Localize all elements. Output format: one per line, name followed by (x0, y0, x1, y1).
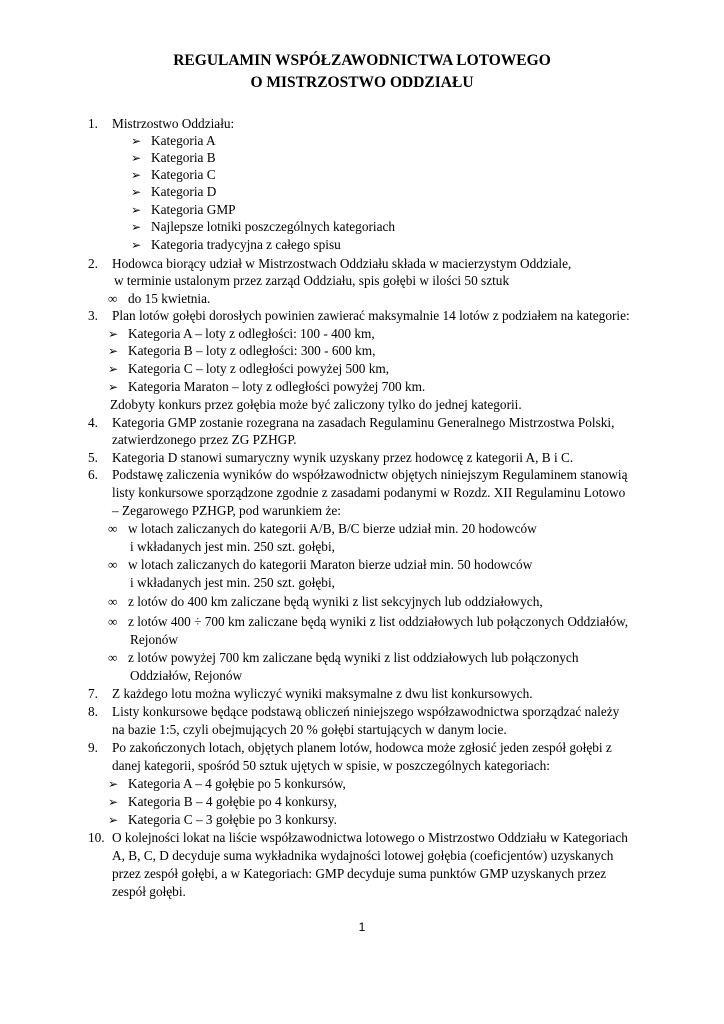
category-item: Kategoria Maraton – loty z odległości powyżej 700 km. (128, 379, 426, 394)
category-item: Kategoria B – loty z odległości: 300 - 600 km, (128, 343, 376, 358)
item-3-note: Zdobyty konkurs przez gołębia może być zaliczony tylko do jednej kategorii. (110, 397, 522, 412)
item-2-line: w terminie ustalonym przez zarząd Oddziału, spis gołębi w ilości 50 sztuk (114, 273, 510, 288)
category-item: Kategoria C – 3 gołębie po 3 konkursy. (128, 812, 337, 827)
item-10-line: przez zespół gołębi, a w Kategoriach: GMP decyduje suma punktów GMP uzyskanych przez (112, 866, 607, 881)
infinity-bullet-icon: ∞ (108, 614, 118, 629)
arrow-bullet-icon: ➢ (108, 777, 119, 791)
item-number: 3. (88, 308, 98, 323)
item-2-line: do 15 kwietnia. (128, 291, 211, 306)
condition-line: z lotów do 400 km zaliczane będą wyniki z list sekcyjnych lub oddziałowych, (128, 594, 543, 609)
arrow-bullet-icon: ➢ (131, 134, 142, 148)
item-8-line: na bazie 1:5, czyli obejmujących 20 % gołębi startujących w danym locie. (112, 722, 507, 737)
category-item: Kategoria B (151, 150, 216, 165)
item-9-line: Po zakończonych lotach, objętych planem lotów, hodowca może zgłosić jeden zespół gołębi z (112, 740, 612, 755)
category-item: Kategoria C (151, 167, 216, 182)
condition-line: Oddziałów, Rejonów (130, 668, 243, 683)
condition-line: Rejonów (130, 632, 179, 647)
item-3-line: Plan lotów gołębi dorosłych powinien zawierać maksymalnie 14 lotów z podziałem na kategorie: (112, 308, 630, 323)
condition-line: w lotach zaliczanych do kategorii Maraton bierze udział min. 50 hodowców (128, 557, 533, 572)
item-number: 10. (88, 830, 105, 845)
category-item: Kategoria tradycyjna z całego spisu (151, 237, 341, 252)
item-1-text: Mistrzostwo Oddziału: (112, 116, 235, 131)
arrow-bullet-icon: ➢ (131, 151, 142, 165)
item-number: 5. (88, 450, 98, 465)
arrow-bullet-icon: ➢ (108, 380, 119, 394)
item-number: 6. (88, 467, 98, 482)
arrow-bullet-icon: ➢ (131, 185, 142, 199)
item-10-line: O kolejności lokat na liście współzawodnictwa lotowego o Mistrzostwo Oddziału w Kategoriach (112, 830, 628, 845)
arrow-bullet-icon: ➢ (131, 220, 142, 234)
arrow-bullet-icon: ➢ (131, 203, 142, 217)
condition-line: w lotach zaliczanych do kategorii A/B, B/C bierze udział min. 20 hodowców (128, 521, 537, 536)
category-item: Najlepsze lotniki poszczególnych kategoriach (151, 219, 396, 234)
condition-line: i wkładanych jest min. 250 szt. gołębi, (130, 539, 335, 554)
arrow-bullet-icon: ➢ (108, 362, 119, 376)
category-item: Kategoria A – loty z odległości: 100 - 400 km, (128, 326, 375, 341)
arrow-bullet-icon: ➢ (108, 813, 119, 827)
item-7-line: Z każdego lotu można wyliczyć wyniki maksymalne z dwu list konkursowych. (112, 686, 533, 701)
item-10-line: A, B, C, D decyduje suma wykładnika wydajności lotowej gołębia (coeficjentów) uzyskanych (112, 848, 614, 863)
item-6-line: listy konkursowe sporządzone zgodnie z zasadami podanymi w Rozdz. XII Regulaminu Lotowo (112, 485, 626, 500)
category-item: Kategoria B – 4 gołębie po 4 konkursy, (128, 794, 337, 809)
arrow-bullet-icon: ➢ (108, 795, 119, 809)
condition-line: z lotów powyżej 700 km zaliczane będą wyniki z list oddziałowych lub połączonych (128, 650, 579, 665)
arrow-bullet-icon: ➢ (131, 168, 142, 182)
item-9-line: danej kategorii, spośród 50 sztuk ujętych w spisie, w poszczególnych kategoriach: (112, 758, 550, 773)
item-10-line: zespół gołębi. (112, 884, 186, 899)
infinity-bullet-icon: ∞ (108, 557, 118, 572)
arrow-bullet-icon: ➢ (108, 344, 119, 358)
item-number: 9. (88, 740, 98, 755)
category-item: Kategoria GMP (151, 202, 236, 217)
condition-line: z lotów 400 ÷ 700 km zaliczane będą wyniki z list oddziałowych lub połączonych Oddziałów, (128, 614, 629, 629)
item-4-line: Kategoria GMP zostanie rozegrana na zasadach Regulaminu Generalnego Mistrzostwa Polski, (112, 415, 615, 430)
item-number: 8. (88, 704, 98, 719)
infinity-bullet-icon: ∞ (108, 521, 118, 536)
item-number: 4. (88, 415, 98, 430)
condition-line: i wkładanych jest min. 250 szt. gołębi, (130, 575, 335, 590)
item-number: 1. (88, 116, 98, 131)
page-number: 1 (358, 920, 366, 934)
item-number: 7. (88, 686, 98, 701)
item-number: 2. (88, 256, 98, 271)
category-item: Kategoria D (151, 184, 217, 199)
item-4-line: zatwierdzonego przez ZG PZHGP. (112, 432, 297, 447)
category-item: Kategoria A (151, 133, 216, 148)
item-8-line: Listy konkursowe będące podstawą obliczeń niniejszego współzawodnictwa sporządzać należy (112, 704, 620, 719)
arrow-bullet-icon: ➢ (131, 238, 142, 252)
infinity-bullet-icon: ∞ (108, 650, 118, 665)
category-item: Kategoria A – 4 gołębie po 5 konkursów, (128, 776, 346, 791)
item-5-line: Kategoria D stanowi sumaryczny wynik uzyskany przez hodowcę z kategorii A, B i C. (112, 450, 574, 465)
document-title-line2: O MISTRZOSTWO ODDZIAŁU (250, 74, 474, 91)
item-2-line: Hodowca biorący udział w Mistrzostwach Oddziału składa w macierzystym Oddziale, (112, 256, 572, 271)
infinity-bullet-icon: ∞ (108, 291, 118, 306)
item-6-line: – Zegarowego PZHGP, pod warunkiem że: (112, 503, 341, 518)
infinity-bullet-icon: ∞ (108, 594, 118, 609)
arrow-bullet-icon: ➢ (108, 327, 119, 341)
item-6-line: Podstawę zaliczenia wyników do współzawodnictw objętych niniejszym Regulaminem stanowią (112, 467, 628, 482)
document-title-line1: REGULAMIN WSPÓŁZAWODNICTWA LOTOWEGO (173, 52, 551, 69)
category-item: Kategoria C – loty z odległości powyżej 500 km, (128, 361, 390, 376)
